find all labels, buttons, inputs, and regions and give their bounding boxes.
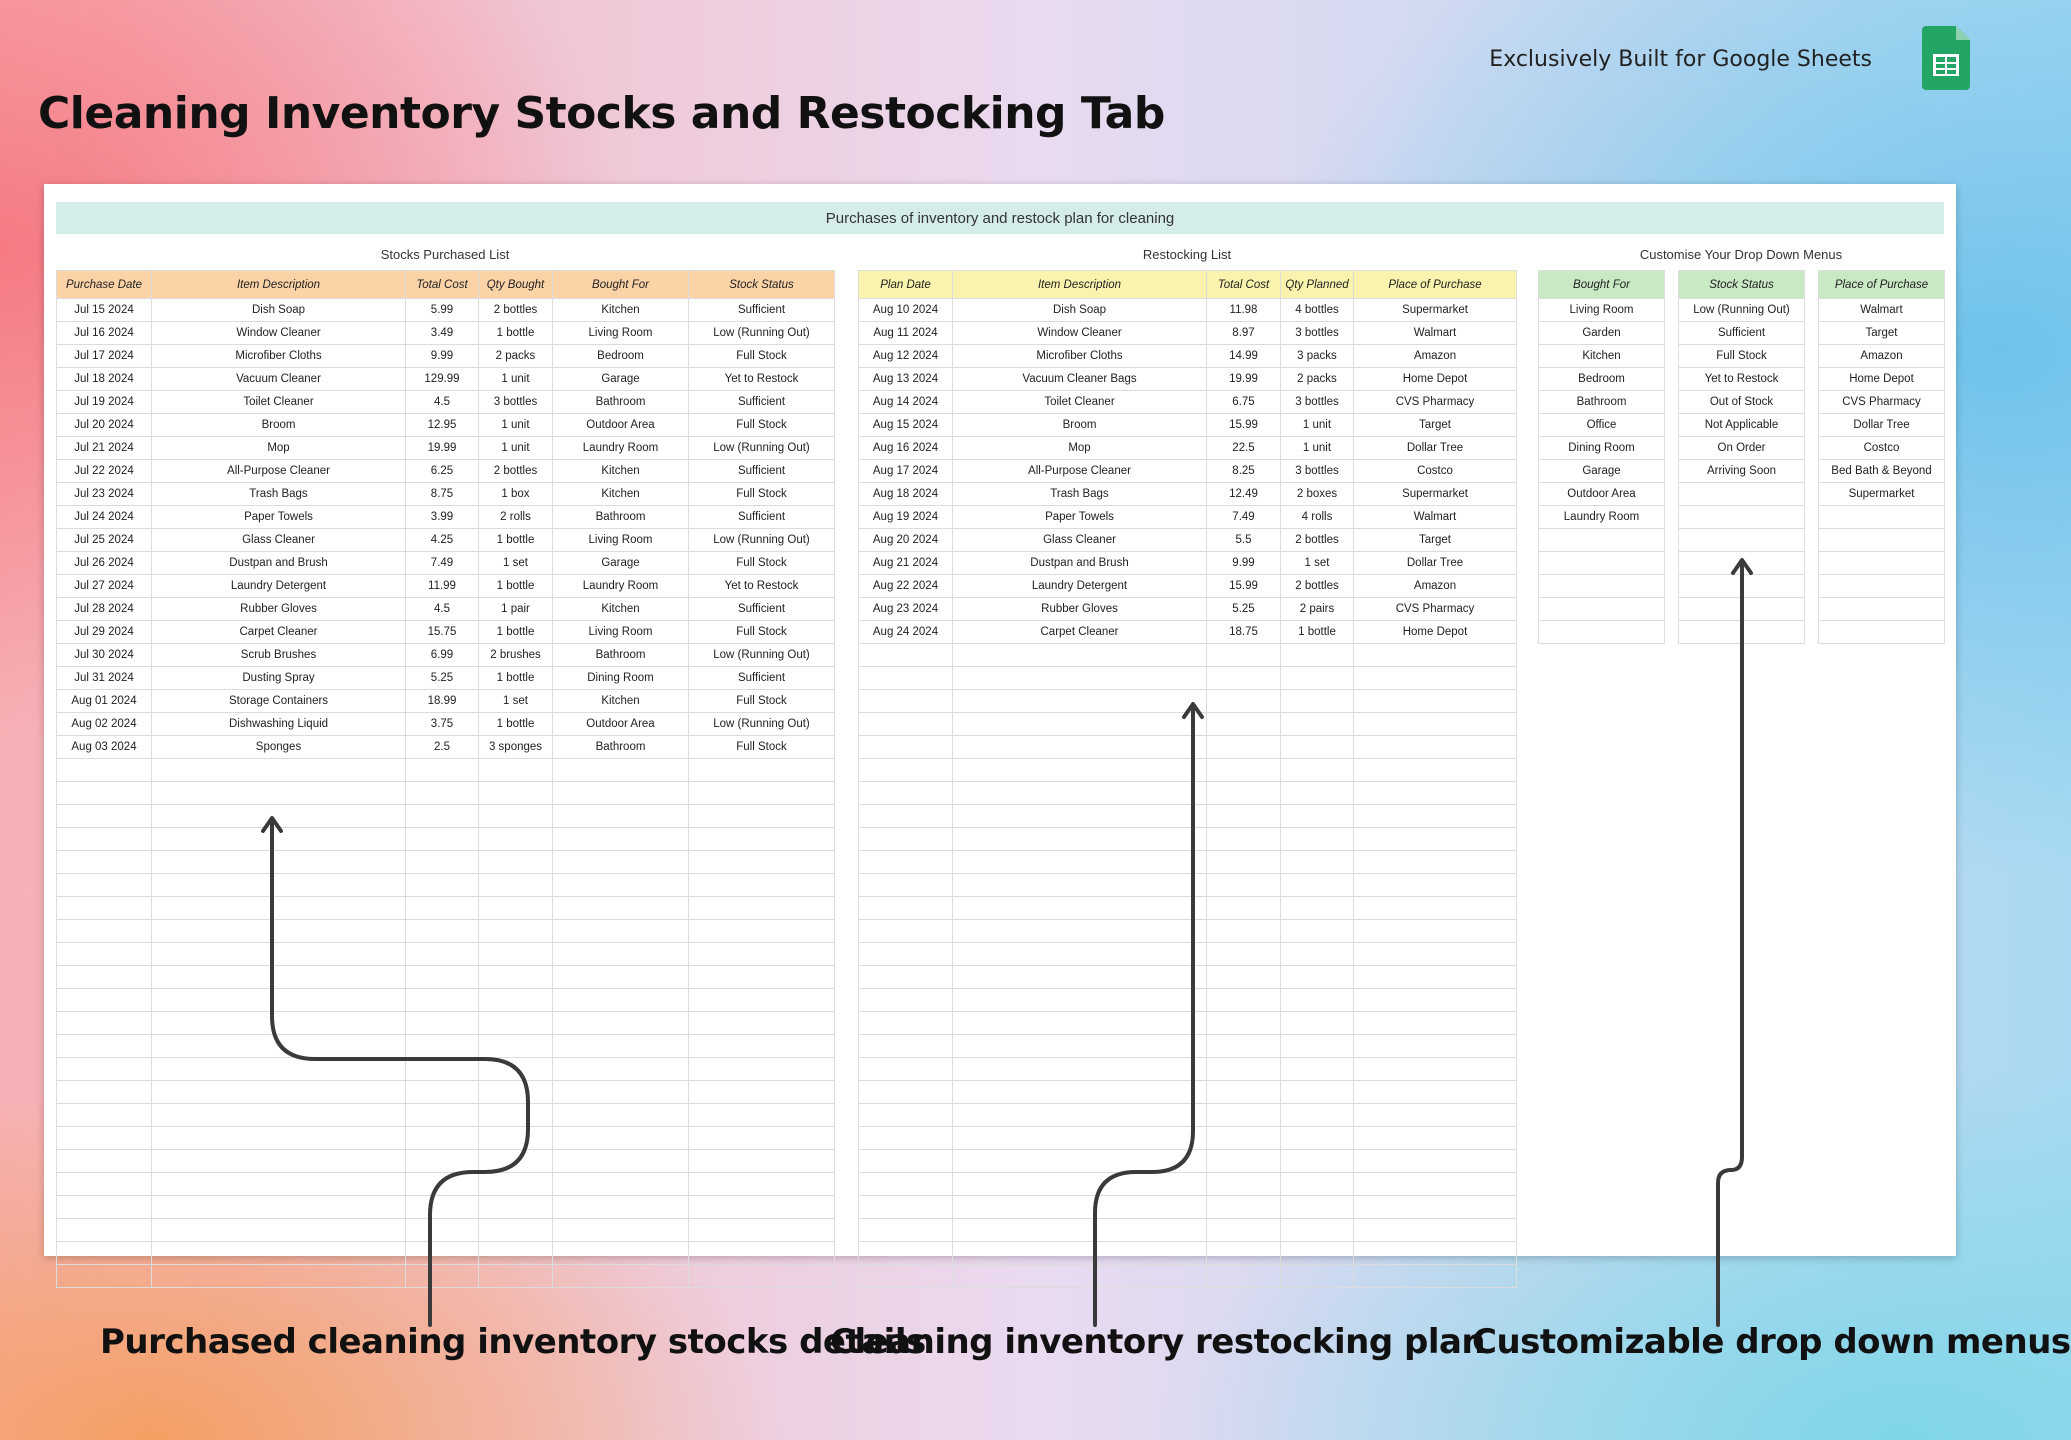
table-cell[interactable]: 18.75: [1207, 621, 1281, 644]
column-header: Place of Purchase: [1354, 271, 1517, 299]
table-cell[interactable]: Aug 11 2024: [859, 322, 953, 345]
table-cell[interactable]: Jul 15 2024: [57, 299, 152, 322]
table-cell[interactable]: Aug 24 2024: [859, 621, 953, 644]
table-cell[interactable]: 19.99: [1207, 368, 1281, 391]
table-cell[interactable]: Supermarket: [1354, 299, 1517, 322]
table-cell[interactable]: Bathroom: [553, 736, 689, 759]
table-cell[interactable]: Jul 30 2024: [57, 644, 152, 667]
table-cell[interactable]: Aug 14 2024: [859, 391, 953, 414]
table-cell[interactable]: Dining Room: [553, 667, 689, 690]
table-cell[interactable]: 1 bottle: [479, 575, 553, 598]
table-cell[interactable]: Jul 24 2024: [57, 506, 152, 529]
table-cell[interactable]: 14.99: [1207, 345, 1281, 368]
table-cell[interactable]: Bathroom: [553, 644, 689, 667]
table-cell[interactable]: 2 boxes: [1281, 483, 1354, 506]
table-cell[interactable]: Garage: [553, 368, 689, 391]
table-cell[interactable]: Home Depot: [1354, 621, 1517, 644]
table-cell[interactable]: Jul 18 2024: [57, 368, 152, 391]
table-cell[interactable]: 22.5: [1207, 437, 1281, 460]
table-cell[interactable]: Aug 16 2024: [859, 437, 953, 460]
table-cell[interactable]: Low (Running Out): [689, 437, 835, 460]
table-cell[interactable]: 2 pairs: [1281, 598, 1354, 621]
table-cell[interactable]: 1 set: [479, 552, 553, 575]
arrow-to-restock-table: [1095, 706, 1193, 1325]
table-cell[interactable]: Window Cleaner: [152, 322, 406, 345]
table-cell[interactable]: Sufficient: [689, 506, 835, 529]
table-cell[interactable]: 2 rolls: [479, 506, 553, 529]
table-cell[interactable]: Full Stock: [689, 345, 835, 368]
table-cell[interactable]: Jul 17 2024: [57, 345, 152, 368]
table-cell[interactable]: 1 unit: [479, 414, 553, 437]
dropdown-option-cell[interactable]: Not Applicable: [1679, 414, 1805, 437]
table-cell[interactable]: 1 unit: [479, 368, 553, 391]
dropdown-option-cell[interactable]: Kitchen: [1539, 345, 1665, 368]
table-cell[interactable]: Kitchen: [553, 460, 689, 483]
table-cell[interactable]: 15.99: [1207, 575, 1281, 598]
dropdown-option-cell[interactable]: Target: [1819, 322, 1945, 345]
table-cell[interactable]: Aug 02 2024: [57, 713, 152, 736]
table-cell[interactable]: 18.99: [406, 690, 479, 713]
table-cell[interactable]: Full Stock: [689, 483, 835, 506]
table-cell[interactable]: Broom: [152, 414, 406, 437]
table-cell[interactable]: Low (Running Out): [689, 322, 835, 345]
table-cell[interactable]: 3.99: [406, 506, 479, 529]
table-cell[interactable]: Laundry Detergent: [953, 575, 1207, 598]
table-cell[interactable]: All-Purpose Cleaner: [953, 460, 1207, 483]
table-cell[interactable]: Walmart: [1354, 322, 1517, 345]
table-cell[interactable]: Home Depot: [1354, 368, 1517, 391]
table-cell[interactable]: Aug 20 2024: [859, 529, 953, 552]
table-cell[interactable]: Living Room: [553, 529, 689, 552]
table-cell[interactable]: Jul 31 2024: [57, 667, 152, 690]
callout-stocks: Purchased cleaning inventory stocks details: [100, 1322, 926, 1362]
table-cell[interactable]: 1 set: [479, 690, 553, 713]
table-cell[interactable]: Bathroom: [553, 391, 689, 414]
table-cell[interactable]: Laundry Room: [553, 575, 689, 598]
table-cell[interactable]: Kitchen: [553, 598, 689, 621]
table-cell[interactable]: Aug 13 2024: [859, 368, 953, 391]
table-cell[interactable]: Full Stock: [689, 690, 835, 713]
table-cell[interactable]: 4.5: [406, 391, 479, 414]
table-cell[interactable]: CVS Pharmacy: [1354, 598, 1517, 621]
table-cell[interactable]: 1 set: [1281, 552, 1354, 575]
table-cell[interactable]: 11.98: [1207, 299, 1281, 322]
table-cell[interactable]: Target: [1354, 529, 1517, 552]
column-header: Purchase Date: [57, 271, 152, 299]
table-cell[interactable]: Bedroom: [553, 345, 689, 368]
table-cell[interactable]: Window Cleaner: [953, 322, 1207, 345]
table-cell[interactable]: Microfiber Cloths: [953, 345, 1207, 368]
table-cell[interactable]: Sponges: [152, 736, 406, 759]
table-cell[interactable]: Aug 12 2024: [859, 345, 953, 368]
table-cell[interactable]: Kitchen: [553, 299, 689, 322]
page-title: Cleaning Inventory Stocks and Restocking Tab: [38, 88, 1165, 139]
table-cell[interactable]: Scrub Brushes: [152, 644, 406, 667]
table-cell[interactable]: 3 bottles: [479, 391, 553, 414]
dropdown-option-cell[interactable]: Home Depot: [1819, 368, 1945, 391]
dropdown-list-title: Place of Purchase: [1819, 271, 1945, 299]
table-cell[interactable]: Dustpan and Brush: [152, 552, 406, 575]
table-cell[interactable]: 1 bottle: [479, 713, 553, 736]
table-cell[interactable]: 3 bottles: [1281, 391, 1354, 414]
table-cell[interactable]: 12.95: [406, 414, 479, 437]
table-cell[interactable]: 2.5: [406, 736, 479, 759]
table-cell[interactable]: Walmart: [1354, 506, 1517, 529]
table-cell[interactable]: Jul 26 2024: [57, 552, 152, 575]
table-cell[interactable]: 6.75: [1207, 391, 1281, 414]
table-cell[interactable]: 129.99: [406, 368, 479, 391]
table-cell[interactable]: Jul 29 2024: [57, 621, 152, 644]
table-cell[interactable]: Sufficient: [689, 667, 835, 690]
table-cell[interactable]: Jul 22 2024: [57, 460, 152, 483]
table-cell[interactable]: Dishwashing Liquid: [152, 713, 406, 736]
table-cell[interactable]: 1 unit: [479, 437, 553, 460]
table-cell[interactable]: 2 bottles: [479, 299, 553, 322]
table-cell[interactable]: Yet to Restock: [689, 575, 835, 598]
table-cell[interactable]: Paper Towels: [152, 506, 406, 529]
table-cell[interactable]: Carpet Cleaner: [953, 621, 1207, 644]
table-cell[interactable]: 3 sponges: [479, 736, 553, 759]
dropdown-option-cell[interactable]: CVS Pharmacy: [1819, 391, 1945, 414]
table-cell[interactable]: Low (Running Out): [689, 644, 835, 667]
table-cell[interactable]: 1 unit: [1281, 414, 1354, 437]
dropdown-option-cell[interactable]: Garden: [1539, 322, 1665, 345]
dropdown-option-cell[interactable]: On Order: [1679, 437, 1805, 460]
column-header: Item Description: [953, 271, 1207, 299]
dropdown-option-cell[interactable]: Outdoor Area: [1539, 483, 1665, 506]
table-cell[interactable]: Storage Containers: [152, 690, 406, 713]
table-cell[interactable]: 3 bottles: [1281, 460, 1354, 483]
table-cell[interactable]: Outdoor Area: [553, 414, 689, 437]
table-cell[interactable]: Costco: [1354, 460, 1517, 483]
column-header: Qty Planned: [1281, 271, 1354, 299]
table-cell[interactable]: Aug 17 2024: [859, 460, 953, 483]
table-cell[interactable]: 3.49: [406, 322, 479, 345]
table-cell[interactable]: Trash Bags: [953, 483, 1207, 506]
table-cell[interactable]: Jul 28 2024: [57, 598, 152, 621]
table-cell[interactable]: 8.97: [1207, 322, 1281, 345]
table-cell[interactable]: Broom: [953, 414, 1207, 437]
table-cell[interactable]: 9.99: [1207, 552, 1281, 575]
table-cell[interactable]: 15.75: [406, 621, 479, 644]
table-cell[interactable]: Toilet Cleaner: [152, 391, 406, 414]
dropdown-option-cell[interactable]: Amazon: [1819, 345, 1945, 368]
table-cell[interactable]: Aug 01 2024: [57, 690, 152, 713]
dropdown-option-cell[interactable]: Walmart: [1819, 299, 1945, 322]
dropdown-option-cell[interactable]: Living Room: [1539, 299, 1665, 322]
table-cell[interactable]: 1 box: [479, 483, 553, 506]
table-cell[interactable]: 7.49: [1207, 506, 1281, 529]
table-cell[interactable]: 3.75: [406, 713, 479, 736]
table-cell[interactable]: Aug 19 2024: [859, 506, 953, 529]
table-cell[interactable]: Jul 20 2024: [57, 414, 152, 437]
table-cell[interactable]: Sufficient: [689, 460, 835, 483]
table-cell[interactable]: Jul 25 2024: [57, 529, 152, 552]
table-cell[interactable]: 2 bottles: [479, 460, 553, 483]
arrow-to-dropdowns: [1718, 562, 1742, 1325]
table-cell[interactable]: 8.25: [1207, 460, 1281, 483]
restock-section-label: Restocking List: [1142, 247, 1232, 262]
dropdown-option-cell[interactable]: Garage: [1539, 460, 1665, 483]
dropdown-option-cell[interactable]: Office: [1539, 414, 1665, 437]
table-cell[interactable]: Yet to Restock: [689, 368, 835, 391]
table-cell[interactable]: 9.99: [406, 345, 479, 368]
dropdown-option-cell[interactable]: Bed Bath & Beyond: [1819, 460, 1945, 483]
table-cell[interactable]: 2 bottles: [1281, 575, 1354, 598]
table-cell[interactable]: 5.5: [1207, 529, 1281, 552]
table-cell[interactable]: Sufficient: [689, 391, 835, 414]
table-cell[interactable]: 5.99: [406, 299, 479, 322]
table-cell[interactable]: Full Stock: [689, 552, 835, 575]
table-cell[interactable]: Rubber Gloves: [152, 598, 406, 621]
table-cell[interactable]: Sufficient: [689, 299, 835, 322]
dropdown-option-cell[interactable]: Laundry Room: [1539, 506, 1665, 529]
column-header: Qty Bought: [479, 271, 553, 299]
table-cell[interactable]: 4 rolls: [1281, 506, 1354, 529]
table-cell[interactable]: Aug 15 2024: [859, 414, 953, 437]
sheet-banner: Purchases of inventory and restock plan for cleaning: [56, 202, 1944, 234]
table-cell[interactable]: Garage: [553, 552, 689, 575]
dropdown-option-cell[interactable]: Sufficient: [1679, 322, 1805, 345]
table-cell[interactable]: Outdoor Area: [553, 713, 689, 736]
dropdowns-section-label: Customise Your Drop Down Menus: [1639, 247, 1843, 262]
table-cell[interactable]: Mop: [152, 437, 406, 460]
table-cell[interactable]: Bathroom: [553, 506, 689, 529]
table-cell[interactable]: Amazon: [1354, 575, 1517, 598]
dropdown-option-cell[interactable]: Bathroom: [1539, 391, 1665, 414]
column-header: Plan Date: [859, 271, 953, 299]
table-cell[interactable]: 12.49: [1207, 483, 1281, 506]
table-cell[interactable]: Aug 03 2024: [57, 736, 152, 759]
table-cell[interactable]: Laundry Room: [553, 437, 689, 460]
table-cell[interactable]: Sufficient: [689, 598, 835, 621]
dropdown-option-cell[interactable]: Arriving Soon: [1679, 460, 1805, 483]
table-cell[interactable]: 4.5: [406, 598, 479, 621]
dropdown-list-title: Bought For: [1539, 271, 1665, 299]
table-cell[interactable]: 3 bottles: [1281, 322, 1354, 345]
table-cell[interactable]: Dollar Tree: [1354, 437, 1517, 460]
dropdown-option-cell[interactable]: Dining Room: [1539, 437, 1665, 460]
table-cell[interactable]: Living Room: [553, 621, 689, 644]
table-cell[interactable]: 4 bottles: [1281, 299, 1354, 322]
callout-dropdowns: Customizable drop down menus: [1472, 1322, 2071, 1362]
table-cell[interactable]: 6.99: [406, 644, 479, 667]
dropdown-option-cell[interactable]: Out of Stock: [1679, 391, 1805, 414]
column-header: Total Cost: [406, 271, 479, 299]
table-cell[interactable]: Mop: [953, 437, 1207, 460]
table-cell[interactable]: Supermarket: [1354, 483, 1517, 506]
column-header: Bought For: [553, 271, 689, 299]
table-cell[interactable]: 19.99: [406, 437, 479, 460]
table-cell[interactable]: Full Stock: [689, 414, 835, 437]
table-cell[interactable]: Jul 27 2024: [57, 575, 152, 598]
table-cell[interactable]: Aug 18 2024: [859, 483, 953, 506]
dropdown-list-title: Stock Status: [1679, 271, 1805, 299]
table-cell[interactable]: Microfiber Cloths: [152, 345, 406, 368]
dropdown-option-cell[interactable]: Dollar Tree: [1819, 414, 1945, 437]
table-cell[interactable]: Living Room: [553, 322, 689, 345]
column-header: Total Cost: [1207, 271, 1281, 299]
table-cell[interactable]: 15.99: [1207, 414, 1281, 437]
table-cell[interactable]: 1 bottle: [479, 529, 553, 552]
table-cell[interactable]: Laundry Detergent: [152, 575, 406, 598]
table-cell[interactable]: Amazon: [1354, 345, 1517, 368]
table-cell[interactable]: 4.25: [406, 529, 479, 552]
table-cell[interactable]: Kitchen: [553, 690, 689, 713]
table-cell[interactable]: Jul 19 2024: [57, 391, 152, 414]
table-cell[interactable]: Low (Running Out): [689, 529, 835, 552]
table-cell[interactable]: 2 brushes: [479, 644, 553, 667]
dropdown-option-cell[interactable]: Full Stock: [1679, 345, 1805, 368]
table-cell[interactable]: 2 packs: [479, 345, 553, 368]
table-cell[interactable]: Aug 10 2024: [859, 299, 953, 322]
table-cell[interactable]: Carpet Cleaner: [152, 621, 406, 644]
table-cell[interactable]: 1 bottle: [1281, 621, 1354, 644]
table-cell[interactable]: 7.49: [406, 552, 479, 575]
dropdown-option-cell[interactable]: Supermarket: [1819, 483, 1945, 506]
table-cell[interactable]: Full Stock: [689, 621, 835, 644]
table-cell[interactable]: 11.99: [406, 575, 479, 598]
table-cell[interactable]: 1 pair: [479, 598, 553, 621]
table-cell[interactable]: Dish Soap: [953, 299, 1207, 322]
table-cell[interactable]: Glass Cleaner: [152, 529, 406, 552]
table-cell[interactable]: Toilet Cleaner: [953, 391, 1207, 414]
dropdown-option-cell[interactable]: Bedroom: [1539, 368, 1665, 391]
table-cell[interactable]: 1 bottle: [479, 621, 553, 644]
column-header: Stock Status: [689, 271, 835, 299]
arrow-to-stocks-table: [272, 820, 528, 1325]
table-cell[interactable]: Rubber Gloves: [953, 598, 1207, 621]
table-cell[interactable]: Low (Running Out): [689, 713, 835, 736]
dropdown-option-cell[interactable]: Yet to Restock: [1679, 368, 1805, 391]
column-header: Item Description: [152, 271, 406, 299]
table-cell[interactable]: 3 packs: [1281, 345, 1354, 368]
table-cell[interactable]: Trash Bags: [152, 483, 406, 506]
table-cell[interactable]: 2 bottles: [1281, 529, 1354, 552]
table-cell[interactable]: 5.25: [1207, 598, 1281, 621]
callout-restock: Cleaning inventory restocking plan: [830, 1322, 1486, 1362]
table-cell[interactable]: 8.75: [406, 483, 479, 506]
table-cell[interactable]: Glass Cleaner: [953, 529, 1207, 552]
table-cell[interactable]: Aug 21 2024: [859, 552, 953, 575]
table-cell[interactable]: 2 packs: [1281, 368, 1354, 391]
table-cell[interactable]: All-Purpose Cleaner: [152, 460, 406, 483]
table-cell[interactable]: 1 unit: [1281, 437, 1354, 460]
dropdown-option-cell[interactable]: Low (Running Out): [1679, 299, 1805, 322]
table-cell[interactable]: 5.25: [406, 667, 479, 690]
table-cell[interactable]: Jul 23 2024: [57, 483, 152, 506]
table-cell[interactable]: Dusting Spray: [152, 667, 406, 690]
table-cell[interactable]: Dish Soap: [152, 299, 406, 322]
table-cell[interactable]: Aug 23 2024: [859, 598, 953, 621]
table-cell[interactable]: Vacuum Cleaner Bags: [953, 368, 1207, 391]
dropdown-option-cell[interactable]: Costco: [1819, 437, 1945, 460]
stocks-section-label: Stocks Purchased List: [380, 247, 510, 262]
table-cell[interactable]: Full Stock: [689, 736, 835, 759]
table-cell[interactable]: Aug 22 2024: [859, 575, 953, 598]
table-cell[interactable]: Jul 21 2024: [57, 437, 152, 460]
table-cell[interactable]: 1 bottle: [479, 322, 553, 345]
table-cell[interactable]: 6.25: [406, 460, 479, 483]
table-cell[interactable]: Dollar Tree: [1354, 552, 1517, 575]
table-cell[interactable]: Vacuum Cleaner: [152, 368, 406, 391]
brand-text: Exclusively Built for Google Sheets: [1489, 47, 1872, 72]
table-cell[interactable]: Jul 16 2024: [57, 322, 152, 345]
table-cell[interactable]: CVS Pharmacy: [1354, 391, 1517, 414]
table-cell[interactable]: Dustpan and Brush: [953, 552, 1207, 575]
table-cell[interactable]: Paper Towels: [953, 506, 1207, 529]
table-cell[interactable]: 1 bottle: [479, 667, 553, 690]
table-cell[interactable]: Kitchen: [553, 483, 689, 506]
table-cell[interactable]: Target: [1354, 414, 1517, 437]
